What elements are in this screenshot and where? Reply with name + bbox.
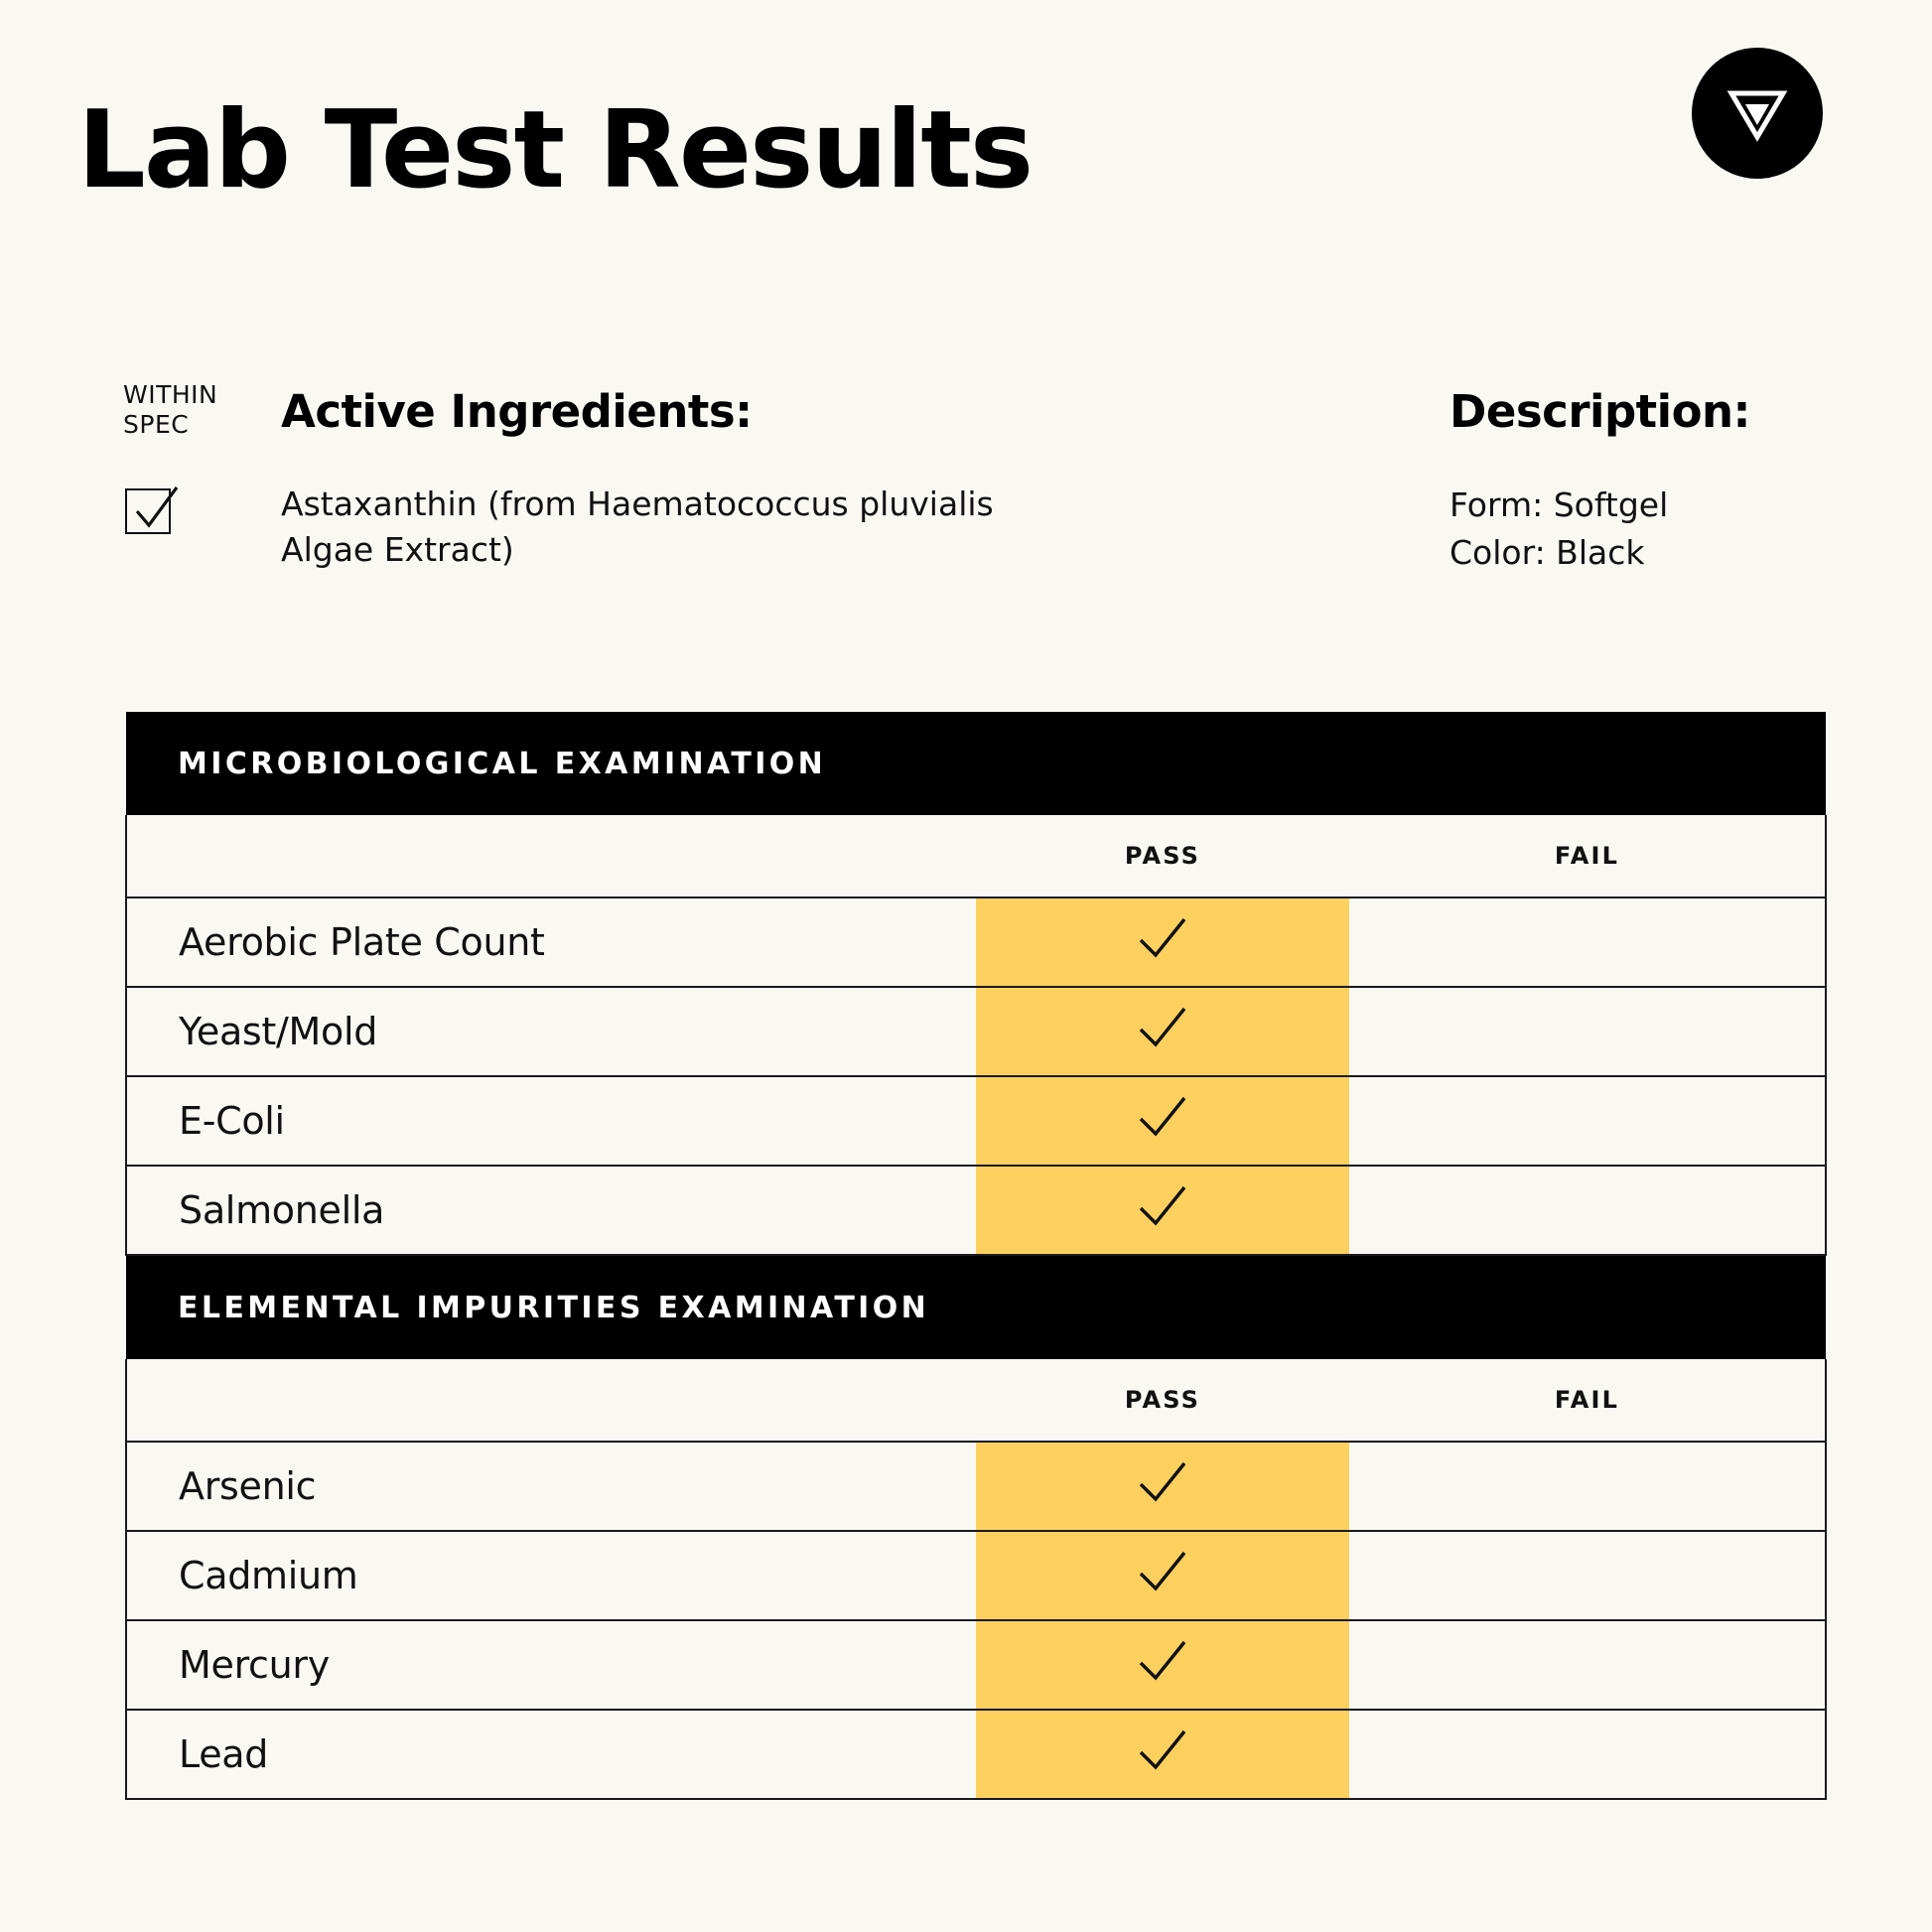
check-icon	[1137, 1550, 1188, 1593]
description-block	[1449, 385, 1866, 577]
check-icon	[1137, 916, 1188, 960]
column-header-fail: FAIL	[1349, 1359, 1826, 1442]
column-header-pass: PASS	[976, 1359, 1349, 1442]
test-name: Salmonella	[126, 1166, 976, 1255]
active-ingredients-block	[281, 385, 1075, 573]
table-column-header-row	[126, 815, 1826, 897]
table-column-header-row	[126, 1359, 1826, 1442]
column-header-pass: PASS	[976, 815, 1349, 897]
column-header-fail: FAIL	[1349, 815, 1826, 897]
pass-cell	[976, 1710, 1349, 1799]
pass-cell	[976, 987, 1349, 1076]
pass-cell	[976, 897, 1349, 987]
description-body	[1449, 482, 1866, 577]
test-name: Mercury	[126, 1620, 976, 1710]
description-heading: Description:	[1449, 385, 1751, 438]
description-form: Form: Softgel	[1449, 485, 1669, 524]
within-spec-checkbox[interactable]	[125, 488, 171, 534]
test-name: Yeast/Mold	[126, 987, 976, 1076]
test-name: E-Coli	[126, 1076, 976, 1166]
table-row	[126, 1076, 1826, 1166]
table-row	[126, 1442, 1826, 1531]
fail-cell	[1349, 1531, 1826, 1620]
pass-cell	[976, 1531, 1349, 1620]
description-color: Color: Black	[1449, 532, 1645, 572]
fail-cell	[1349, 1710, 1826, 1799]
table-row	[126, 1710, 1826, 1799]
table-row	[126, 1531, 1826, 1620]
within-spec-line-2: SPEC	[123, 409, 190, 439]
active-ingredients-body: Astaxanthin (from Haematococcus pluvialis Algae Extract)	[281, 484, 994, 570]
pass-cell	[976, 1076, 1349, 1166]
test-name: Lead	[126, 1710, 976, 1799]
column-header-blank	[126, 1359, 976, 1442]
table-row	[126, 1166, 1826, 1255]
pass-cell	[976, 1620, 1349, 1710]
pass-cell	[976, 1166, 1349, 1255]
check-icon	[1137, 1095, 1188, 1139]
check-icon	[131, 482, 185, 535]
check-icon	[1137, 1006, 1188, 1049]
table-section-header	[126, 712, 1826, 815]
fail-cell	[1349, 897, 1826, 987]
check-icon	[1137, 1728, 1188, 1772]
within-spec-label	[123, 380, 217, 439]
lab-results-table	[125, 712, 1827, 1800]
fail-cell	[1349, 1442, 1826, 1531]
table-section-header	[126, 1255, 1826, 1359]
table-row	[126, 1620, 1826, 1710]
test-name: Cadmium	[126, 1531, 976, 1620]
table-row	[126, 987, 1826, 1076]
fail-cell	[1349, 987, 1826, 1076]
active-ingredients-heading: Active Ingredients:	[281, 385, 753, 438]
check-icon	[1137, 1184, 1188, 1228]
test-name: Aerobic Plate Count	[126, 897, 976, 987]
section-title: ELEMENTAL IMPURITIES EXAMINATION	[126, 1255, 1826, 1359]
check-icon	[1137, 1460, 1188, 1504]
fail-cell	[1349, 1076, 1826, 1166]
table-row	[126, 897, 1826, 987]
fail-cell	[1349, 1620, 1826, 1710]
within-spec-line-1: WITHIN	[123, 380, 218, 409]
page-title: Lab Test Results	[77, 88, 1033, 212]
test-name: Arsenic	[126, 1442, 976, 1531]
pass-cell	[976, 1442, 1349, 1531]
triangle-logo-icon	[1692, 48, 1823, 179]
column-header-blank	[126, 815, 976, 897]
fail-cell	[1349, 1166, 1826, 1255]
check-icon	[1137, 1639, 1188, 1683]
section-title: MICROBIOLOGICAL EXAMINATION	[126, 712, 1826, 815]
